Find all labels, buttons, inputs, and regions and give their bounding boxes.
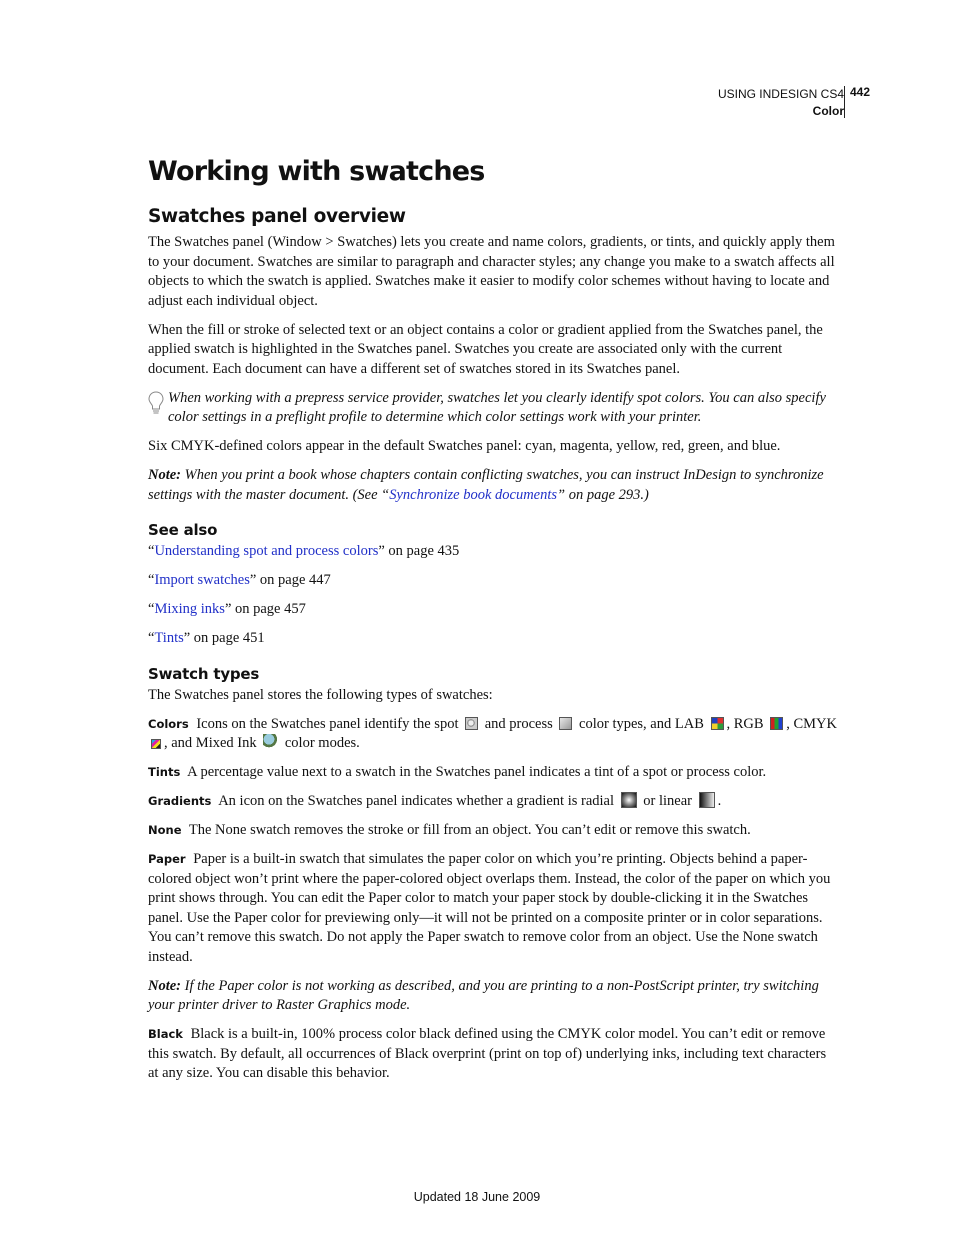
mixed-ink-icon bbox=[263, 734, 278, 749]
import-swatches-link[interactable]: Import swatches bbox=[154, 572, 250, 588]
colors-text: , RGB bbox=[726, 715, 768, 732]
see-also-list bbox=[148, 542, 838, 649]
none-entry bbox=[148, 821, 838, 841]
none-term: None bbox=[148, 823, 182, 837]
paper-term: Paper bbox=[148, 852, 186, 866]
colors-text: and process bbox=[481, 715, 557, 732]
overview-paragraph-3: Six CMYK-defined colors appear in the default Swatches panel: cyan, magenta, yellow, red, green, and blue. bbox=[148, 438, 781, 454]
overview-paragraph-2: When the fill or stroke of selected text or an object contains a color or gradient applied from the Swatches panel, the applied swatch is highlighted in the Swatches panel. Swatches you create are associated only with the current document. Each document can have a different set of swatches stored in its Swatches panel. bbox=[148, 321, 823, 377]
quote-open: “ bbox=[148, 543, 155, 559]
colors-term: Colors bbox=[148, 716, 189, 731]
gradients-entry bbox=[148, 792, 838, 812]
note-text-after: ” on page 293.) bbox=[557, 486, 649, 503]
note-label: Note: bbox=[148, 467, 182, 483]
header-section: Color bbox=[812, 104, 844, 118]
black-term: Black bbox=[148, 1027, 183, 1041]
colors-text: color modes. bbox=[281, 735, 360, 751]
colors-entry bbox=[148, 715, 838, 754]
tip-paragraph bbox=[148, 389, 838, 428]
page-ref: ” on page 435 bbox=[378, 543, 460, 559]
gradients-term: Gradients bbox=[148, 794, 212, 808]
understanding-spot-process-link[interactable]: Understanding spot and process colors bbox=[154, 543, 379, 559]
radial-gradient-icon bbox=[621, 792, 637, 808]
page-footer: Updated 18 June 2009 bbox=[413, 1190, 541, 1204]
see-also-heading: See also bbox=[148, 521, 218, 539]
synchronize-book-link[interactable]: Synchronize book documents bbox=[389, 486, 558, 503]
note-label: Note: bbox=[148, 977, 182, 994]
spot-color-icon bbox=[465, 717, 478, 730]
lab-mode-icon bbox=[711, 717, 724, 730]
header-product: USING INDESIGN CS4 bbox=[717, 87, 844, 101]
page-number: 442 bbox=[850, 85, 871, 99]
tints-entry bbox=[148, 763, 838, 783]
swatch-types-heading: Swatch types bbox=[148, 664, 260, 683]
swatch-types-intro: The Swatches panel stores the following types of swatches: bbox=[148, 686, 493, 703]
quote-open: “ bbox=[148, 601, 155, 617]
page-ref: ” on page 447 bbox=[249, 572, 331, 588]
paper-entry bbox=[148, 850, 838, 967]
colors-text: , and Mixed Ink bbox=[164, 735, 261, 751]
main-content bbox=[148, 150, 838, 1093]
see-also-item bbox=[148, 571, 838, 591]
colors-text: , CMYK bbox=[786, 715, 837, 732]
paper-note-text: If the Paper color is not working as described, and you are printing to a non-PostScript printer, try switching your printer driver to Raster Graphics mode. bbox=[148, 977, 819, 1013]
rgb-mode-icon bbox=[770, 717, 783, 730]
tints-term: Tints bbox=[148, 765, 181, 779]
tip-text: When working with a prepress service provider, swatches let you clearly identify spot colors. You can also specify color settings in a preflight profile to determine which color settings work with your printer. bbox=[168, 389, 826, 425]
see-also-item bbox=[148, 542, 838, 562]
gradients-text: An icon on the Swatches panel indicates whether a gradient is radial bbox=[215, 793, 618, 809]
process-color-icon bbox=[559, 717, 572, 730]
overview-heading: Swatches panel overview bbox=[148, 206, 406, 227]
overview-paragraph-1: The Swatches panel (Window > Swatches) lets you create and name colors, gradients, or tints, and quickly apply them to your document. Swatches are similar to paragraph and character styles; any change you make to a swatch affects all objects to which the swatch is applied. Swatches make it easier to modify color schemes without having to locate and adjust each individual object. bbox=[148, 234, 835, 309]
cmyk-mode-icon bbox=[151, 739, 161, 749]
black-entry bbox=[148, 1025, 838, 1084]
paper-note bbox=[148, 977, 838, 1016]
running-header bbox=[718, 86, 844, 120]
mixing-inks-link[interactable]: Mixing inks bbox=[154, 601, 225, 617]
page-ref: ” on page 457 bbox=[224, 601, 306, 617]
tints-text: A percentage value next to a swatch in the Swatches panel indicates a tint of a spot or process color. bbox=[184, 764, 767, 780]
linear-gradient-icon bbox=[699, 792, 715, 808]
black-text: Black is a built-in, 100% process color black defined using the CMYK color model. You can’t edit or remove this swatch. By default, all occurrences of Black overprint (print on top of) underlying inks, including text characters at any size. You can disable this behavior. bbox=[148, 1026, 827, 1081]
colors-text: Icons on the Swatches panel identify the spot bbox=[192, 715, 463, 732]
quote-open: “ bbox=[148, 572, 155, 588]
see-also-item bbox=[148, 600, 838, 620]
colors-text: color types, and LAB bbox=[575, 715, 708, 732]
gradients-text: or linear bbox=[639, 793, 696, 809]
page-ref: ” on page 451 bbox=[183, 630, 265, 646]
note-text-before: When you print a book whose chapters contain conflicting swatches, you can instruct InDesign to synchronize settings with the master document. (See “ bbox=[148, 467, 824, 503]
gradients-text: . bbox=[717, 793, 722, 809]
quote-open: “ bbox=[148, 630, 155, 646]
header-divider bbox=[844, 86, 845, 118]
lightbulb-icon bbox=[148, 391, 164, 415]
see-also-item bbox=[148, 629, 838, 649]
page-title: Working with swatches bbox=[148, 156, 485, 187]
none-text: The None swatch removes the stroke or fill from an object. You can’t edit or remove this swatch. bbox=[185, 822, 751, 838]
paper-text: Paper is a built-in swatch that simulates the paper color on which you’re printing. Objects behind a paper-colored object won’t print where the paper-colored object overlaps them. Instead, the color of the paper on which you print shows through. You can edit the Paper color to match your paper stock by double-clicking it in the Swatches panel. Use the Paper color for previewing only—it will not be printed on a composite printer or in color separations. You can’t remove this swatch. Do not apply the Paper swatch to remove color from an object. Use the None swatch instead. bbox=[148, 851, 831, 965]
overview-note bbox=[148, 466, 838, 505]
tints-link[interactable]: Tints bbox=[154, 630, 184, 646]
